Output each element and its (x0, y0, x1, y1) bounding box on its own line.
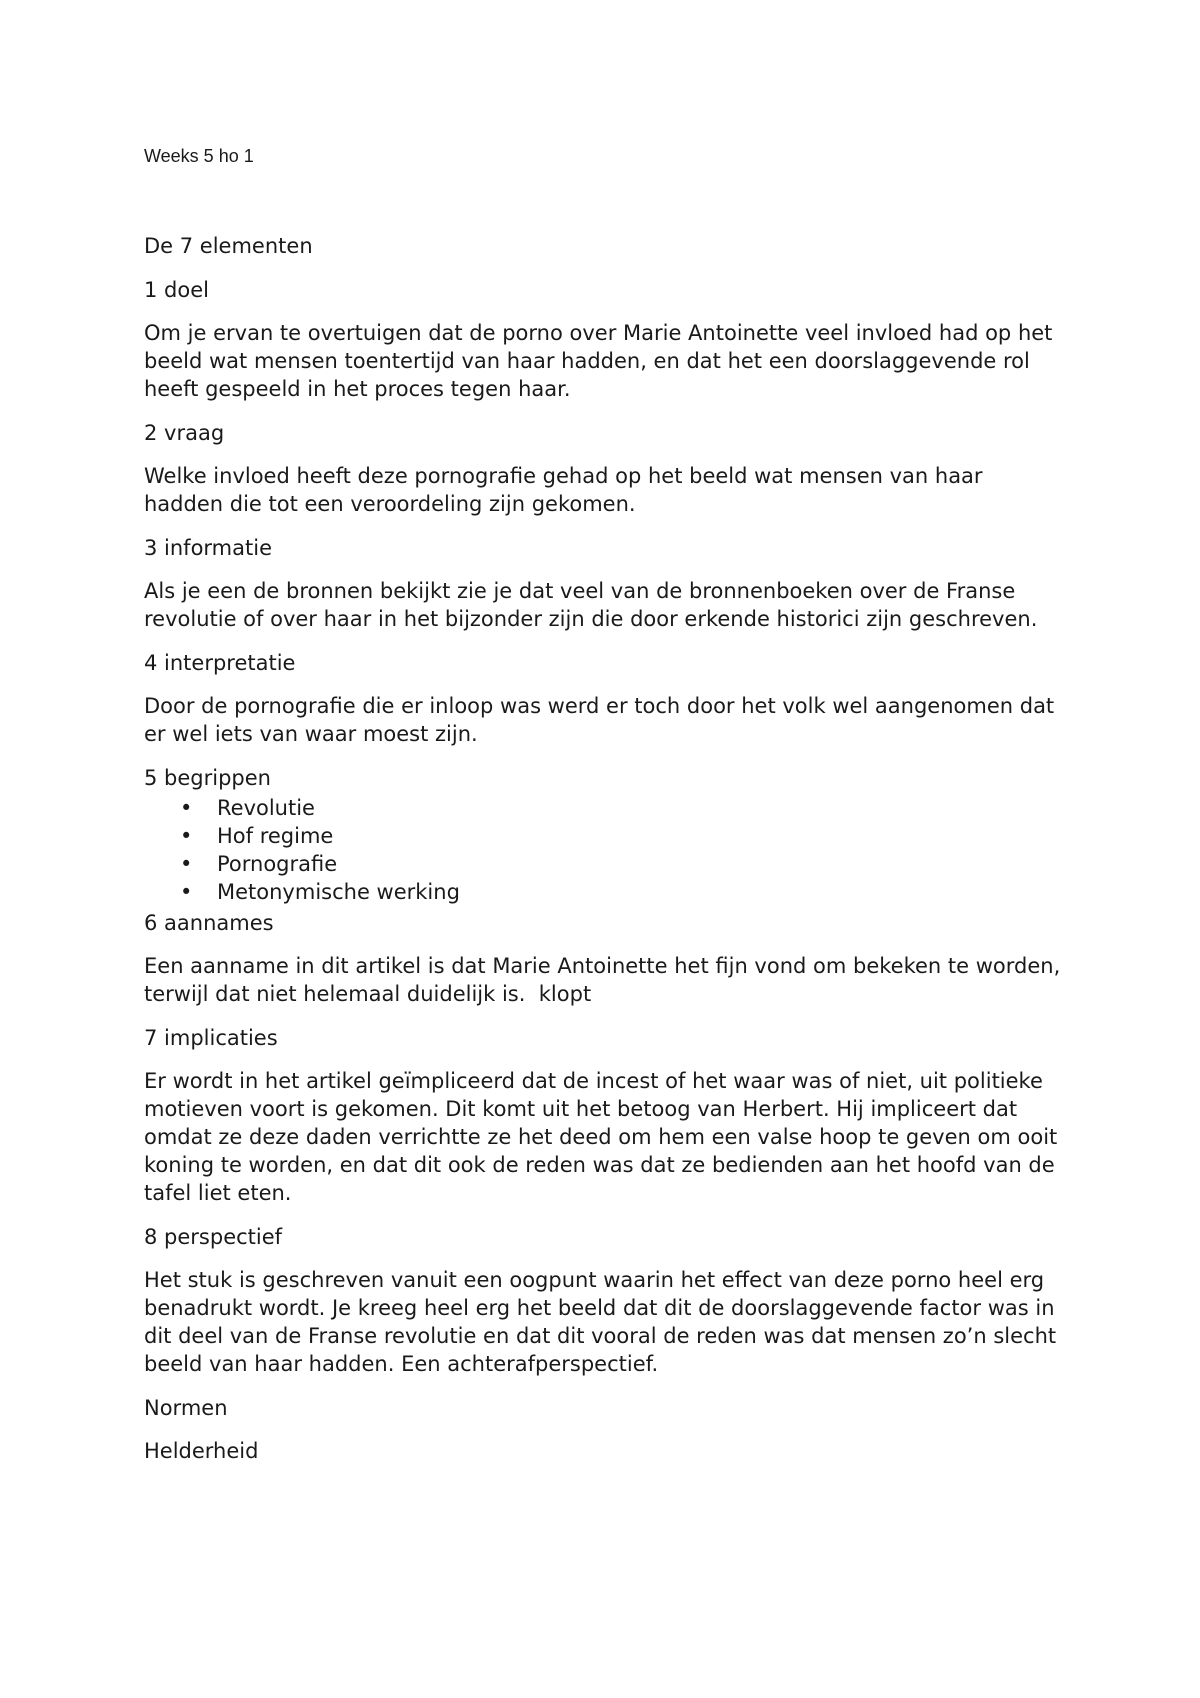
paragraph-doel: Om je ervan te overtuigen dat de porno over Marie Antoinette veel invloed had op het beeld wat mensen toentertijd van haar hadden, en dat het een doorslaggevende rol heeft gespeeld in het proces tegen haar. (144, 321, 1053, 401)
list-item (144, 822, 1064, 850)
document-header: Weeks 5 ho 1 (144, 146, 254, 166)
bullet-icon: • (180, 879, 193, 904)
heading-doel: 1 doel (144, 277, 209, 302)
bullet-icon: • (180, 851, 193, 876)
heading-vraag: 2 vraag (144, 420, 225, 445)
heading-perspectief: 8 perspectief (144, 1224, 283, 1249)
heading-implicaties: 7 implicaties (144, 1025, 278, 1050)
paragraph-perspectief: Het stuk is geschreven vanuit een oogpunt waarin het effect van deze porno heel erg benadrukt wordt. Je kreeg heel erg het beeld dat dit de doorslaggevende factor was in dit deel van de Franse revolutie en dat dit vooral de reden was dat mensen zo’n slecht beeld van haar hadden. Een achterafperspectief. (144, 1268, 1057, 1376)
intro-line: De 7 elementen (144, 234, 313, 258)
list-item-label: Metonymische werking (217, 879, 460, 904)
heading-informatie: 3 informatie (144, 535, 272, 560)
heading-begrippen: 5 begrippen (144, 765, 271, 790)
paragraph-implicaties: Er wordt in het artikel geïmpliceerd dat de incest of het waar was of niet, uit politieke motieven voort is gekomen. Dit komt uit het betoog van Herbert. Hij impliceert dat omdat ze deze daden verrichtte ze het deed om hem een valse hoop te geven om ooit koning te worden, en dat dit ook de reden was dat ze bedienden aan het hoofd van de tafel liet eten. (144, 1069, 1058, 1205)
bullet-icon: • (180, 795, 193, 820)
list-item-label: Hof regime (217, 823, 334, 848)
list-item (144, 850, 1064, 878)
paragraph-vraag: Welke invloed heeft deze pornografie gehad op het beeld wat mensen van haar hadden die tot een veroordeling zijn gekomen. (144, 464, 983, 516)
list-item (144, 794, 1064, 822)
begrippen-list (144, 794, 1064, 906)
paragraph-interpretatie: Door de pornografie die er inloop was werd er toch door het volk wel aangenomen dat er wel iets van waar moest zijn. (144, 694, 1055, 746)
heading-helderheid: Helderheid (144, 1439, 259, 1463)
list-item-label: Pornografie (217, 851, 338, 876)
heading-interpretatie: 4 interpretatie (144, 650, 296, 675)
list-item-label: Revolutie (217, 795, 315, 820)
paragraph-aannames: Een aanname in dit artikel is dat Marie Antoinette het fijn vond om bekeken te worden, terwijl dat niet helemaal duidelijk is. klopt (144, 954, 1067, 1006)
heading-normen: Normen (144, 1395, 228, 1420)
heading-aannames: 6 aannames (144, 910, 274, 935)
paragraph-informatie: Als je een de bronnen bekijkt zie je dat veel van de bronnenboeken over de Franse revolutie of over haar in het bijzonder zijn die door erkende historici zijn geschreven. (144, 579, 1038, 631)
list-item (144, 878, 1064, 906)
document-body (144, 232, 1067, 1481)
bullet-icon: • (180, 823, 193, 848)
